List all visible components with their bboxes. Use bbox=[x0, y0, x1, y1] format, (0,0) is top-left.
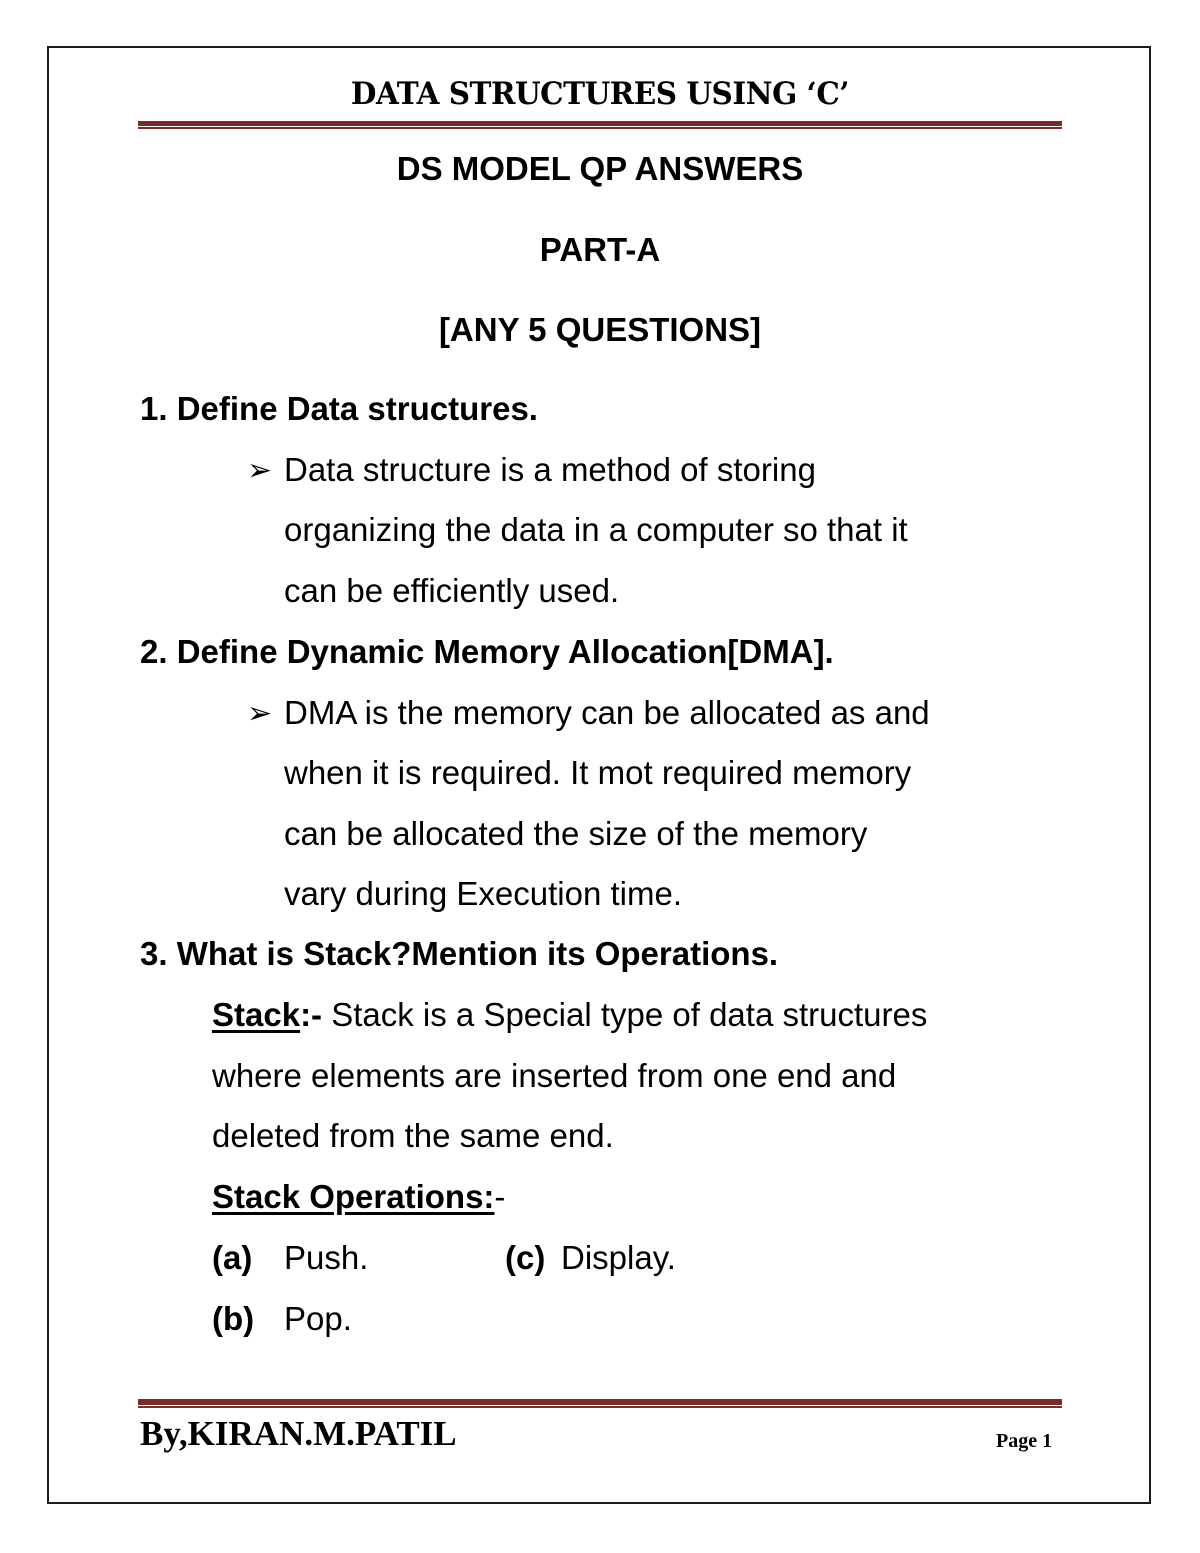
instruction: [ANY 5 QUESTIONS] bbox=[438, 311, 762, 348]
question-2-title: 2. Define Dynamic Memory Allocation[DMA]. bbox=[140, 633, 834, 670]
operation-label: Pop. bbox=[284, 1300, 352, 1337]
stack-definition-line: where elements are inserted from one end and bbox=[212, 1057, 897, 1094]
stack-operations-heading bbox=[212, 1178, 505, 1216]
footer-author: By,KIRAN.M.PATIL bbox=[140, 1414, 457, 1453]
stack-definition-line: deleted from the same end. bbox=[212, 1117, 614, 1154]
operation-key: (a) bbox=[212, 1239, 253, 1276]
footer-rule bbox=[138, 1399, 1062, 1408]
operation-key: (c) bbox=[505, 1239, 546, 1276]
stack-operations-label: Stack Operations: bbox=[212, 1178, 495, 1215]
answer-1-line: Data structure is a method of storing bbox=[284, 451, 816, 488]
operation-key: (b) bbox=[212, 1300, 255, 1337]
operation-label: Push. bbox=[284, 1239, 369, 1276]
stack-definition bbox=[212, 996, 927, 1034]
header-title: DATA STRUCTURES USING ‘C’ bbox=[350, 76, 850, 112]
answer-2-line: can be allocated the size of the memory bbox=[284, 815, 868, 852]
stack-separator: :- bbox=[300, 996, 323, 1033]
part-label: PART-A bbox=[539, 231, 661, 268]
operation-label: Display. bbox=[561, 1239, 676, 1276]
arrow-bullet-icon: ➢ bbox=[247, 453, 273, 488]
page-number: Page 1 bbox=[996, 1430, 1053, 1452]
answer-1-line: organizing the data in a computer so that it bbox=[284, 511, 908, 548]
question-3-title: 3. What is Stack?Mention its Operations. bbox=[140, 935, 779, 972]
arrow-bullet-icon: ➢ bbox=[247, 696, 273, 731]
answer-1-line: can be efficiently used. bbox=[284, 572, 620, 609]
header-rule bbox=[138, 121, 1062, 129]
question-1-title: 1. Define Data structures. bbox=[140, 390, 538, 427]
stack-operations-suffix: - bbox=[494, 1178, 506, 1215]
answer-2-line: vary during Execution time. bbox=[284, 875, 683, 912]
answer-2-line: when it is required. It mot required memory bbox=[284, 754, 912, 791]
stack-label: Stack bbox=[212, 996, 301, 1033]
answer-2-line: DMA is the memory can be allocated as and bbox=[284, 694, 930, 731]
doc-heading: DS MODEL QP ANSWERS bbox=[396, 150, 804, 187]
stack-definition-text: Stack is a Special type of data structures bbox=[322, 996, 928, 1033]
